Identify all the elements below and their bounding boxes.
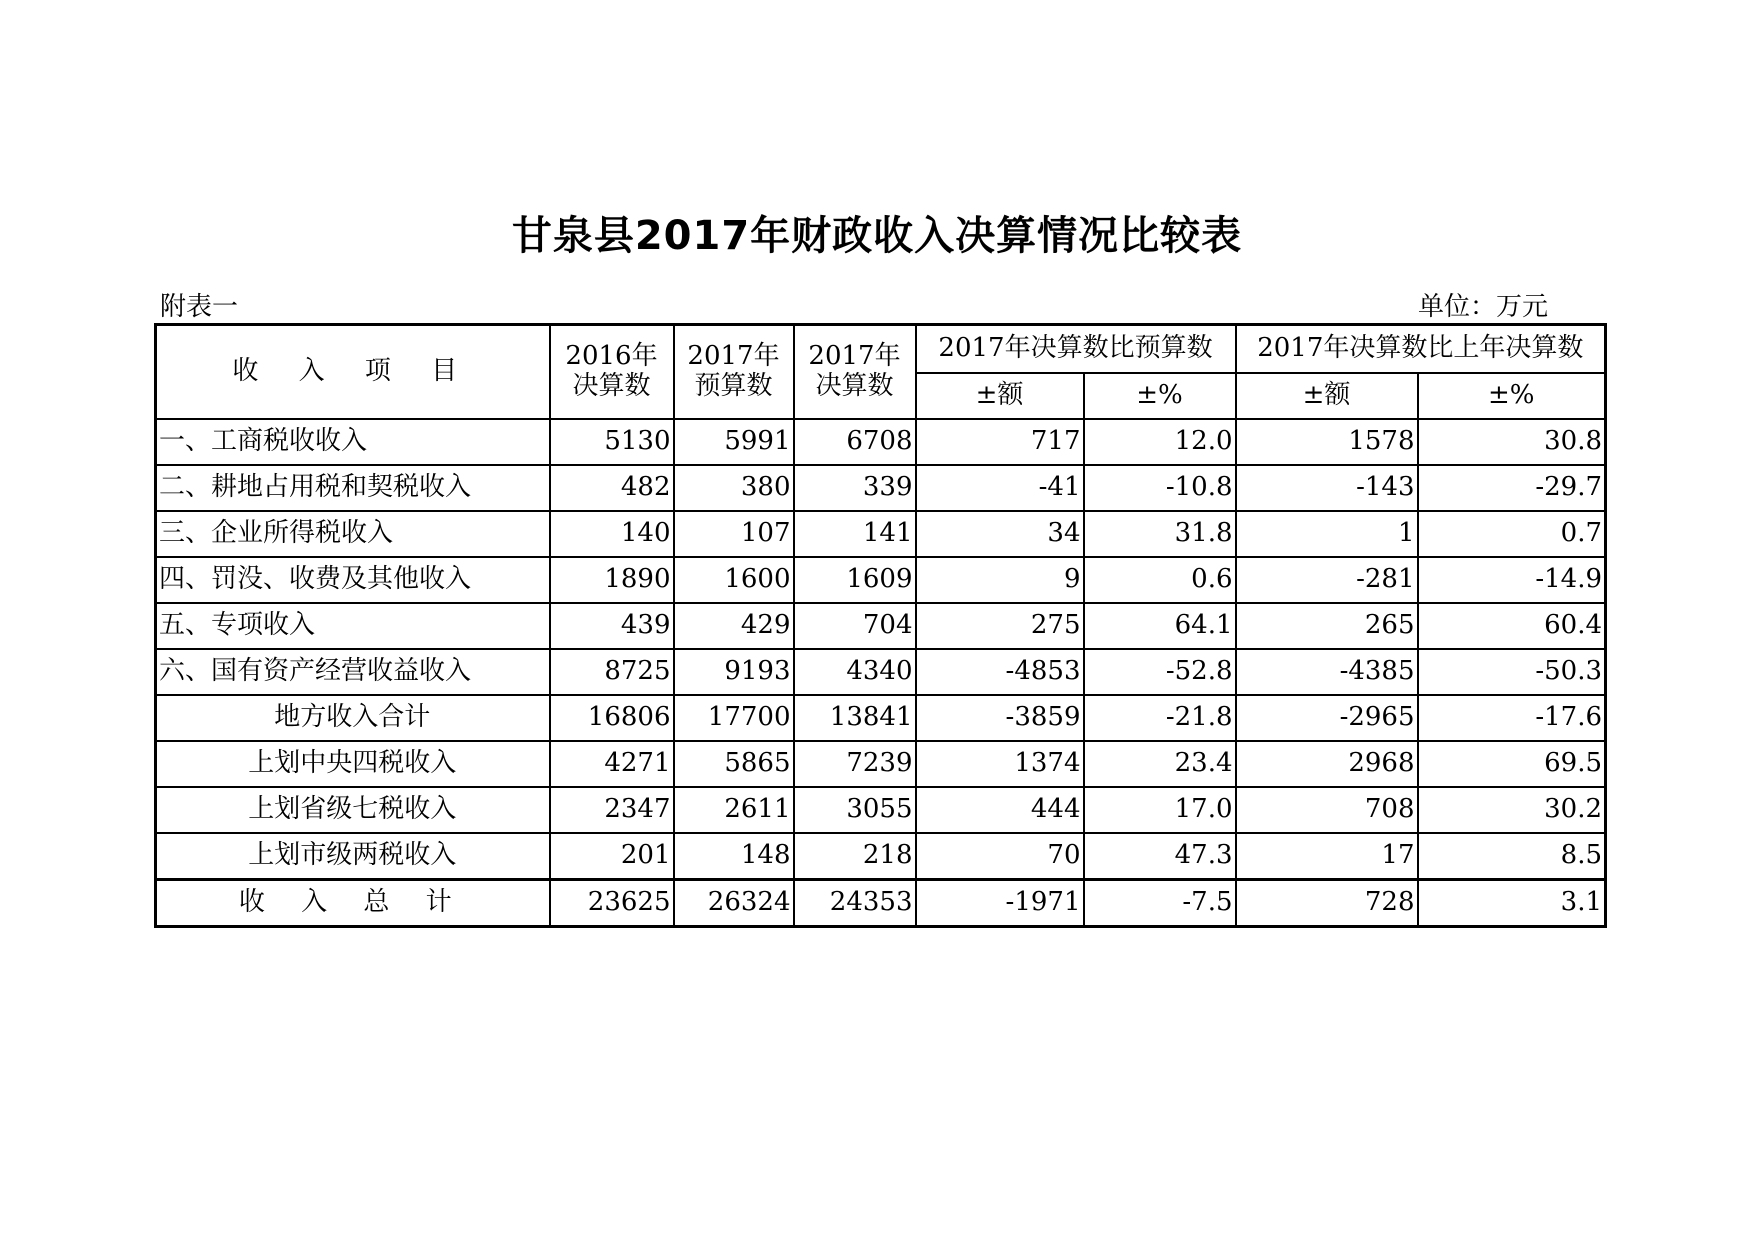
cell-value: 69.5 <box>1418 741 1606 787</box>
cell-value: -2965 <box>1236 695 1418 741</box>
cell-value: -21.8 <box>1084 695 1236 741</box>
cell-value: -50.3 <box>1418 649 1606 695</box>
revenue-table <box>154 323 1607 928</box>
cell-value: 1 <box>1236 511 1418 557</box>
cell-value: 148 <box>674 833 794 880</box>
cell-value: 17.0 <box>1084 787 1236 833</box>
cell-value: 717 <box>916 419 1084 465</box>
row-item: 三、企业所得税收入 <box>156 511 550 557</box>
table-row <box>156 833 1606 880</box>
cell-value: 2968 <box>1236 741 1418 787</box>
row-item: 四、罚没、收费及其他收入 <box>156 557 550 603</box>
cell-value: 107 <box>674 511 794 557</box>
cell-value: 4271 <box>550 741 674 787</box>
page-title: 甘泉县2017年财政收入决算情况比较表 <box>511 213 1243 259</box>
cell-value: 1600 <box>674 557 794 603</box>
cell-value: 7239 <box>794 741 916 787</box>
cell-value: 23625 <box>550 880 674 927</box>
cell-value: 429 <box>674 603 794 649</box>
table-row <box>156 741 1606 787</box>
cell-value: 5130 <box>550 419 674 465</box>
cell-value: 3055 <box>794 787 916 833</box>
table-row <box>156 419 1606 465</box>
cell-value: 4340 <box>794 649 916 695</box>
row-item: 一、工商税收收入 <box>156 419 550 465</box>
cell-value: -4385 <box>1236 649 1418 695</box>
cell-value: 9193 <box>674 649 794 695</box>
cell-value: 16806 <box>550 695 674 741</box>
cell-value: 9 <box>916 557 1084 603</box>
total-item: 收 入 总 计 <box>156 880 550 927</box>
header-amount: ±额 <box>916 373 1084 419</box>
cell-value: -41 <box>916 465 1084 511</box>
cell-value: 201 <box>550 833 674 880</box>
cell-value: 24353 <box>794 880 916 927</box>
cell-value: 2611 <box>674 787 794 833</box>
cell-value: 47.3 <box>1084 833 1236 880</box>
cell-value: 60.4 <box>1418 603 1606 649</box>
total-row <box>156 880 1606 927</box>
cell-value: 265 <box>1236 603 1418 649</box>
cell-value: 30.8 <box>1418 419 1606 465</box>
cell-value: -7.5 <box>1084 880 1236 927</box>
cell-value: -14.9 <box>1418 557 1606 603</box>
cell-value: 31.8 <box>1084 511 1236 557</box>
row-item: 上划市级两税收入 <box>156 833 550 880</box>
cell-value: 26324 <box>674 880 794 927</box>
table-row <box>156 787 1606 833</box>
header-vs-budget: 2017年决算数比预算数 <box>916 325 1236 374</box>
cell-value: 1578 <box>1236 419 1418 465</box>
cell-value: 275 <box>916 603 1084 649</box>
cell-value: 17 <box>1236 833 1418 880</box>
cell-value: 704 <box>794 603 916 649</box>
cell-value: 5991 <box>674 419 794 465</box>
cell-value: -10.8 <box>1084 465 1236 511</box>
cell-value: 3.1 <box>1418 880 1606 927</box>
table-row <box>156 557 1606 603</box>
header-2017-budget: 2017年 预算数 <box>674 325 794 420</box>
header-amount: ±额 <box>1236 373 1418 419</box>
cell-value: 218 <box>794 833 916 880</box>
cell-value: 64.1 <box>1084 603 1236 649</box>
cell-value: 8.5 <box>1418 833 1606 880</box>
header-row-1 <box>156 325 1606 374</box>
annex-label: 附表一 <box>160 292 239 322</box>
row-item: 地方收入合计 <box>156 695 550 741</box>
cell-value: 12.0 <box>1084 419 1236 465</box>
header-vs-prev: 2017年决算数比上年决算数 <box>1236 325 1606 374</box>
cell-value: -1971 <box>916 880 1084 927</box>
header-item: 收 入 项 目 <box>156 325 550 420</box>
cell-value: 1374 <box>916 741 1084 787</box>
cell-value: -4853 <box>916 649 1084 695</box>
cell-value: 140 <box>550 511 674 557</box>
cell-value: -29.7 <box>1418 465 1606 511</box>
cell-value: 482 <box>550 465 674 511</box>
cell-value: 13841 <box>794 695 916 741</box>
unit-label: 单位：万元 <box>1418 292 1549 322</box>
cell-value: 380 <box>674 465 794 511</box>
header-percent: ±% <box>1418 373 1606 419</box>
subtotal-row <box>156 695 1606 741</box>
cell-value: 0.6 <box>1084 557 1236 603</box>
cell-value: 34 <box>916 511 1084 557</box>
cell-value: 23.4 <box>1084 741 1236 787</box>
cell-value: 439 <box>550 603 674 649</box>
cell-value: -17.6 <box>1418 695 1606 741</box>
cell-value: 708 <box>1236 787 1418 833</box>
header-percent: ±% <box>1084 373 1236 419</box>
cell-value: 1890 <box>550 557 674 603</box>
cell-value: 6708 <box>794 419 916 465</box>
table-row <box>156 603 1606 649</box>
cell-value: -281 <box>1236 557 1418 603</box>
cell-value: 70 <box>916 833 1084 880</box>
cell-value: 1609 <box>794 557 916 603</box>
table-row <box>156 649 1606 695</box>
cell-value: 0.7 <box>1418 511 1606 557</box>
cell-value: -143 <box>1236 465 1418 511</box>
header-2016-final: 2016年 决算数 <box>550 325 674 420</box>
cell-value: 444 <box>916 787 1084 833</box>
cell-value: 5865 <box>674 741 794 787</box>
row-item: 二、耕地占用税和契税收入 <box>156 465 550 511</box>
row-item: 六、国有资产经营收益收入 <box>156 649 550 695</box>
cell-value: -52.8 <box>1084 649 1236 695</box>
table-row <box>156 511 1606 557</box>
cell-value: 30.2 <box>1418 787 1606 833</box>
cell-value: 17700 <box>674 695 794 741</box>
cell-value: 8725 <box>550 649 674 695</box>
table-row <box>156 465 1606 511</box>
row-item: 五、专项收入 <box>156 603 550 649</box>
cell-value: 339 <box>794 465 916 511</box>
row-item: 上划中央四税收入 <box>156 741 550 787</box>
cell-value: 2347 <box>550 787 674 833</box>
cell-value: -3859 <box>916 695 1084 741</box>
header-2017-final: 2017年 决算数 <box>794 325 916 420</box>
cell-value: 141 <box>794 511 916 557</box>
cell-value: 728 <box>1236 880 1418 927</box>
row-item: 上划省级七税收入 <box>156 787 550 833</box>
